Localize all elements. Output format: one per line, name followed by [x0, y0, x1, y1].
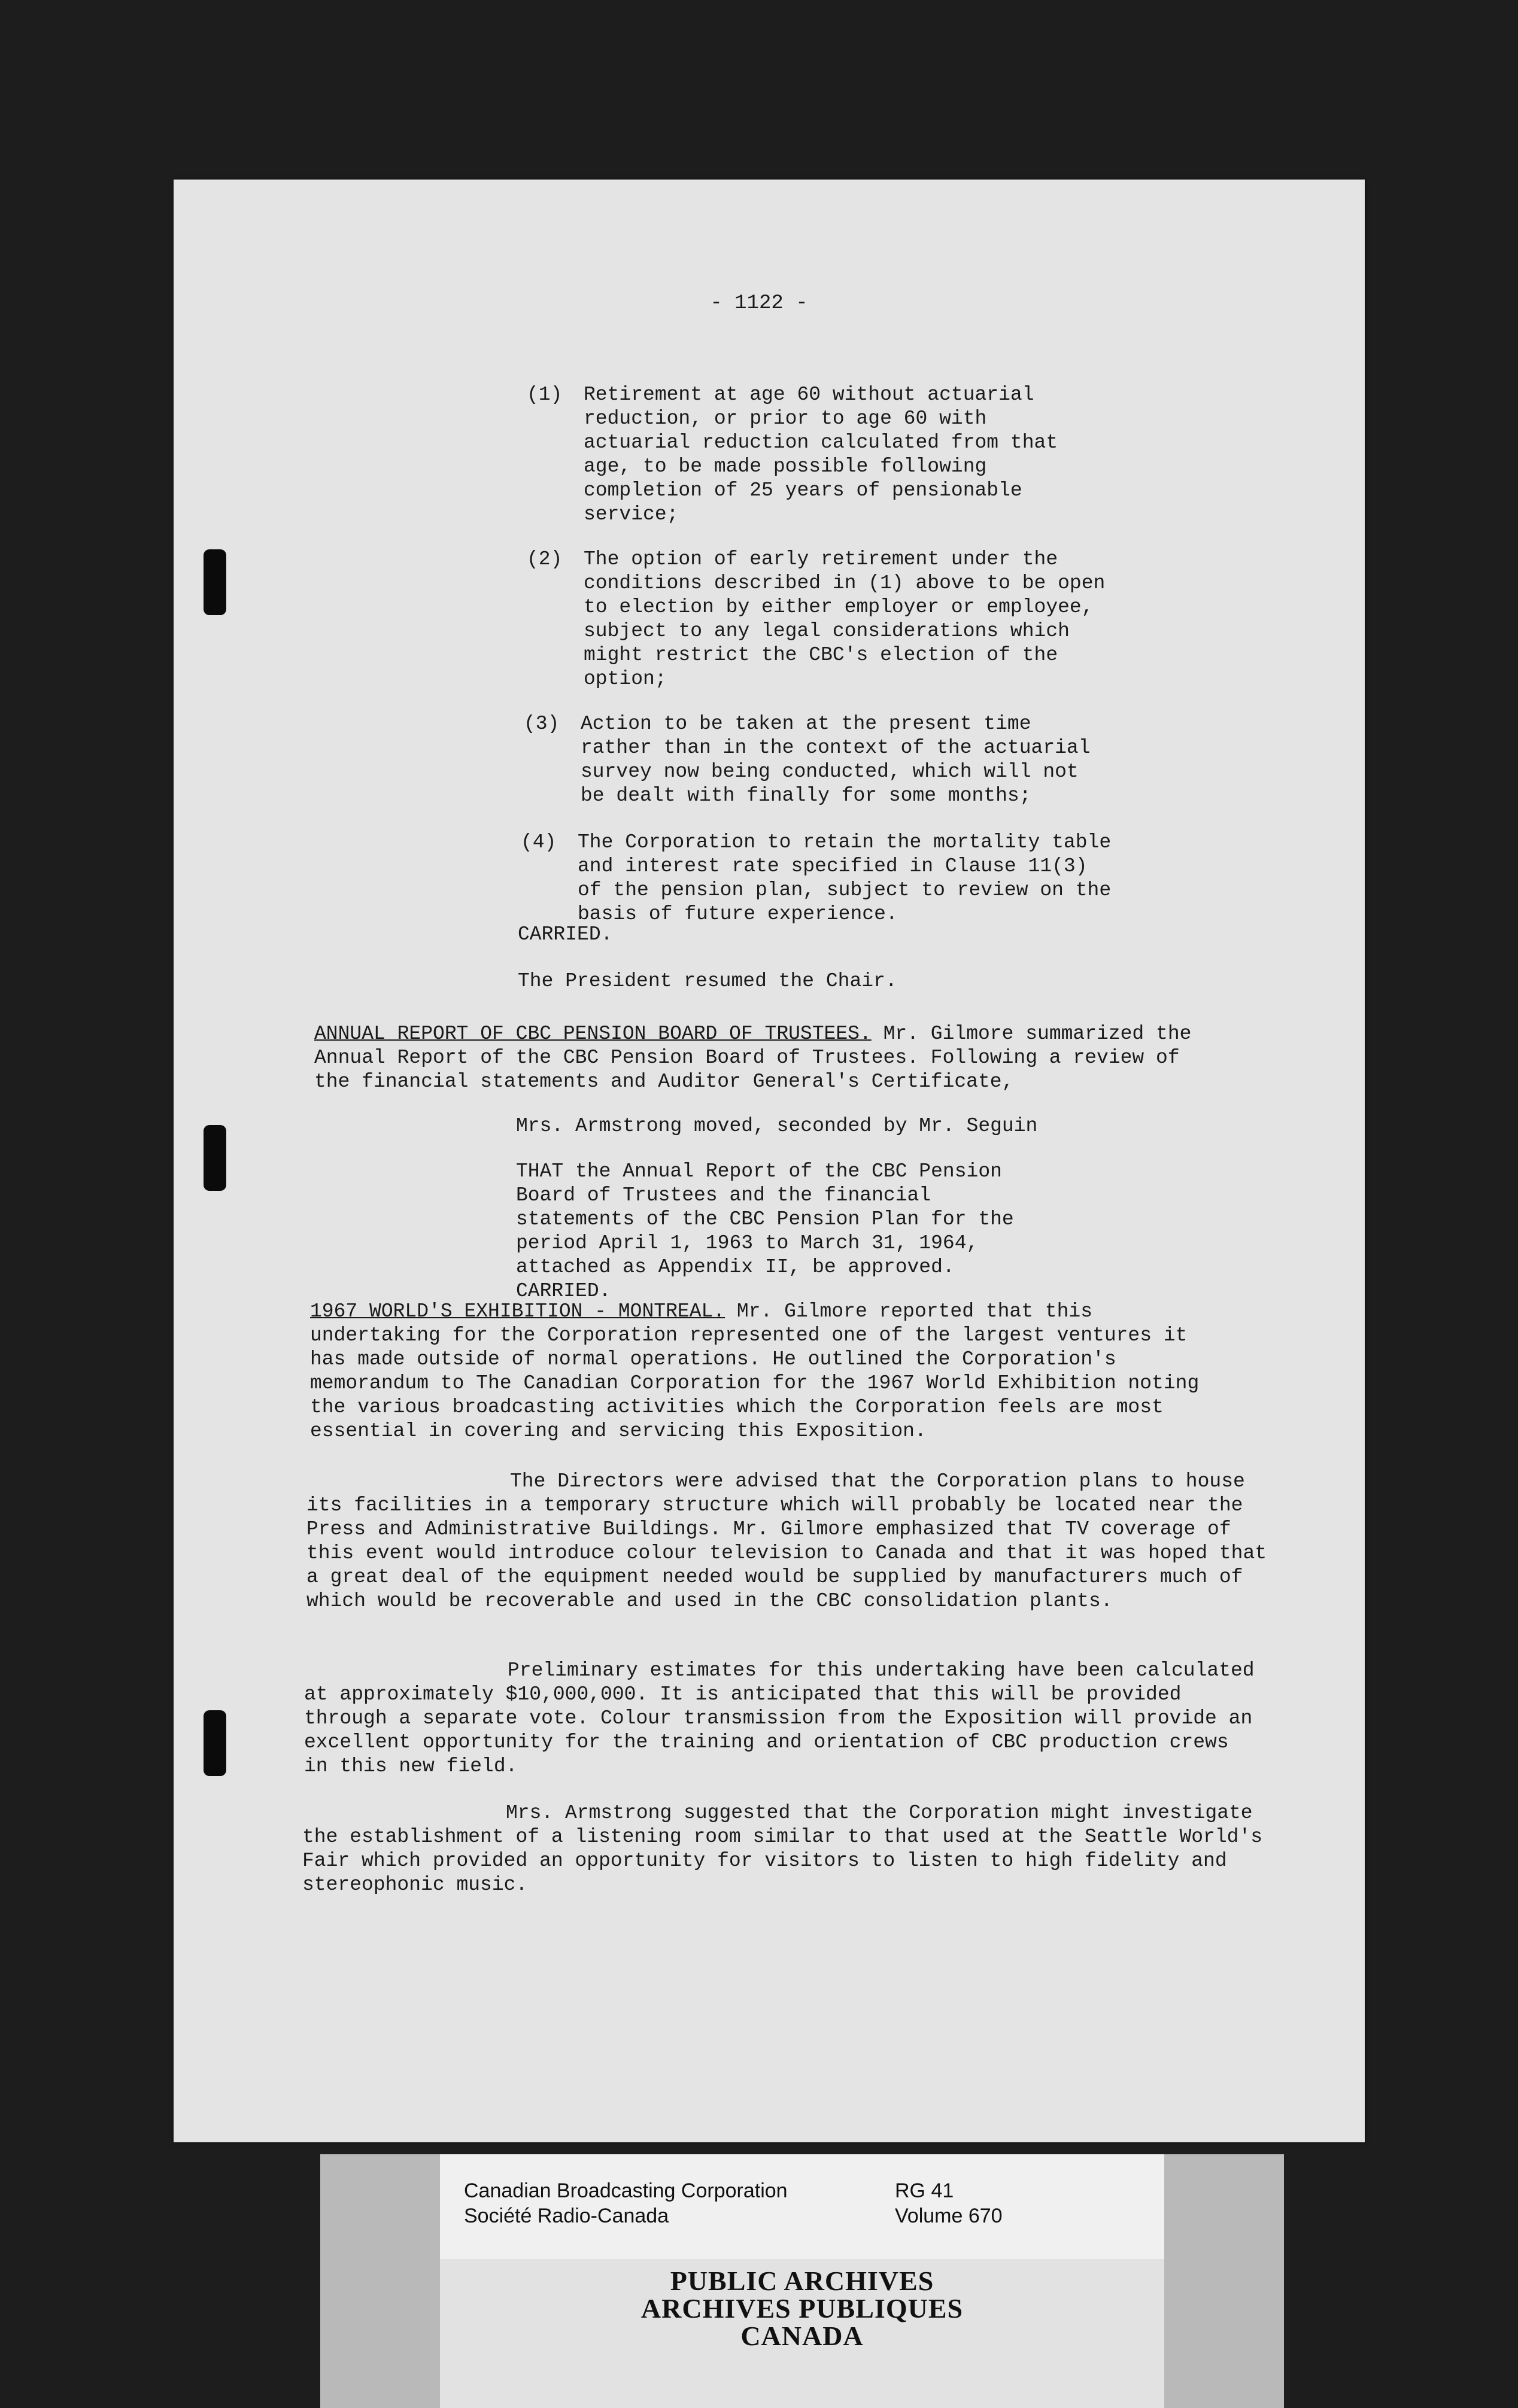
archive-stamp	[320, 2154, 1284, 2408]
page-number: - 1122 -	[710, 292, 808, 315]
pension-section-body: Mr. Gilmore summarized the Annual Report of the CBC Pension Board of Trustees. Following a review of the financial statements and Auditor General's Certificate,	[314, 1023, 1192, 1093]
president-resumed: The President resumed the Chair.	[518, 970, 897, 992]
item-text: Action to be taken at the present time rather than in the context of the actuarial survey now being conducted, which will not be dealt with finally for some months;	[581, 713, 1091, 807]
motion-line: Mrs. Armstrong moved, seconded by Mr. Seguin	[516, 1115, 1038, 1137]
archives-country: CANADA	[740, 2321, 864, 2351]
archive-seal	[440, 2259, 1164, 2408]
item-number: (2)	[527, 548, 563, 570]
pension-section-paragraph	[314, 1022, 1212, 1094]
item-text: The Corporation to retain the mortality table and interest rate specified in Clause 11(3) of the pension plan, subject to review on the basis of future experience.	[578, 831, 1112, 925]
archive-label	[440, 2154, 1164, 2259]
stamp-record-group: RG 41	[895, 2179, 954, 2202]
expo-section-paragraph	[310, 1300, 1214, 1443]
expo-paragraph-4: Mrs. Armstrong suggested that the Corporation might investigate the establishment of a listening room similar to that used at the Seattle World's Fair which provided an opportunity for visitors to listen to high fidelity and stereophonic music.	[302, 1802, 1263, 1896]
item-number: (3)	[524, 713, 560, 735]
expo-section-heading: 1967 WORLD'S EXHIBITION - MONTREAL.	[310, 1300, 725, 1322]
binder-hole	[204, 1125, 226, 1191]
stamp-org-en: Canadian Broadcasting Corporation	[464, 2179, 788, 2202]
archives-en: PUBLIC ARCHIVES	[670, 2266, 934, 2296]
resolution-text: THAT the Annual Report of the CBC Pension Board of Trustees and the financial statements of the CBC Pension Plan for the period April 1, 1963 to March 31, 1964, attached as Appendix II, be approved. CARRIED.	[516, 1160, 1014, 1302]
expo-paragraph-3: Preliminary estimates for this undertaking have been calculated at approximately $10,000,000. It is anticipated that this will be provided through a separate vote. Colour transmission from the Exposition will provide an excellent opportunity for the training and orientation of CBC production crews in this new field.	[304, 1659, 1255, 1777]
binder-hole	[204, 549, 226, 615]
item-text: Retirement at age 60 without actuarial reduction, or prior to age 60 with actuarial reduction calculated from that age, to be made possible following completion of 25 years of pensionable service;	[584, 384, 1058, 525]
binder-hole	[204, 1710, 226, 1776]
expo-paragraph-2: The Directors were advised that the Corporation plans to house its facilities in a temporary structure which will probably be located near the Press and Administrative Buildings. Mr. Gilmore emphasized that TV coverage of this event would introduce colour television to Canada and that it was hoped that a great deal of the equipment needed would be supplied by manufacturers much of which would be recoverable and used in the CBC consolidation plants.	[306, 1470, 1267, 1612]
item-text: The option of early retirement under the conditions described in (1) above to be open to election by either employer or employee, subject to any legal considerations which might restrict the CBC's election of the option;	[584, 548, 1106, 690]
stamp-volume: Volume 670	[895, 2205, 1003, 2227]
item-number: (1)	[527, 384, 563, 406]
item-number: (4)	[521, 831, 557, 853]
carried-label: CARRIED.	[518, 923, 613, 945]
expo-section-body: Mr. Gilmore reported that this undertaking for the Corporation represented one of the largest ventures it has made outside of normal operations. He outlined the Corporation's memorandum to The Canadian Corporation for the 1967 World Exhibition noting the various broadcasting activities which the Corporation feels are most essential in covering and servicing this Exposition.	[310, 1300, 1200, 1442]
pension-section-heading: ANNUAL REPORT OF CBC PENSION BOARD OF TRUSTEES.	[314, 1023, 872, 1045]
stamp-org-fr: Société Radio-Canada	[464, 2205, 669, 2227]
archives-fr: ARCHIVES PUBLIQUES	[640, 2293, 964, 2324]
